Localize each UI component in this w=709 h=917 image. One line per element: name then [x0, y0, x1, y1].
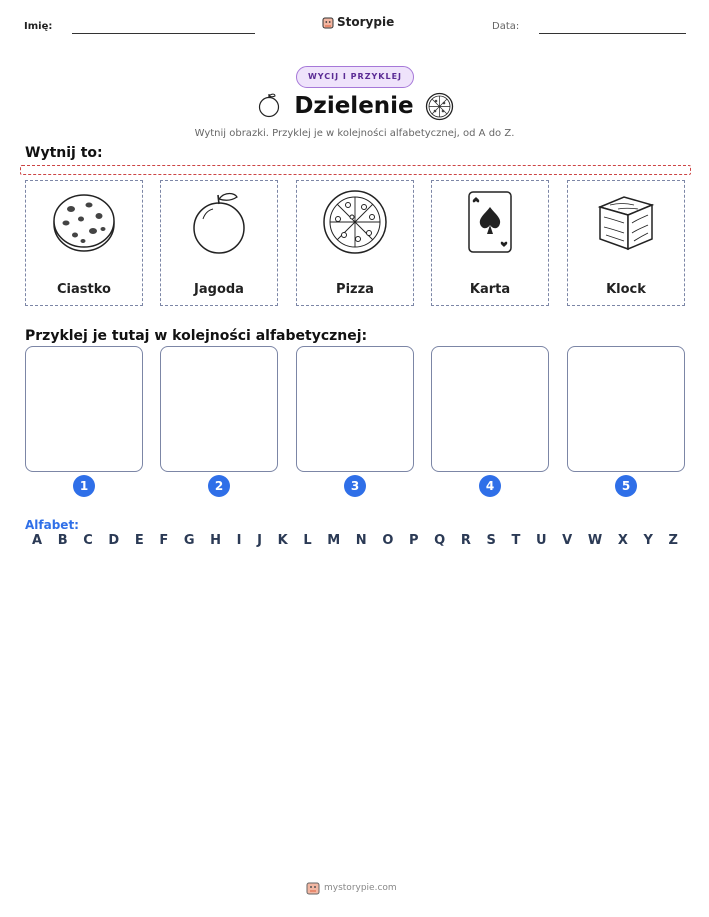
alphabet-letter: I — [236, 533, 242, 548]
alphabet-letter: D — [108, 533, 120, 548]
alphabet-letter: M — [327, 533, 341, 548]
alphabet-letter: L — [303, 533, 312, 548]
page-title: Dzielenie — [294, 93, 414, 119]
activity-badge: WYCIJ I PRZYKLEJ — [296, 66, 414, 88]
paste-slot-3[interactable] — [296, 346, 414, 472]
alphabet-letter: E — [134, 533, 144, 548]
alphabet-letter: R — [460, 533, 471, 548]
date-label: Data: — [492, 21, 520, 32]
alphabet-letter: H — [210, 533, 222, 548]
name-label: Imię: — [24, 21, 53, 32]
alphabet-letter: C — [83, 533, 93, 548]
alphabet-letter: J — [257, 533, 262, 548]
alphabet-letter: A — [32, 533, 43, 548]
alphabet-label: Alfabet: — [25, 518, 79, 532]
card-label: Karta — [469, 282, 511, 297]
alphabet-letter: O — [382, 533, 394, 548]
alphabet-row — [32, 533, 678, 548]
card-jagoda[interactable] — [160, 180, 278, 306]
slot-number-3: 3 — [344, 475, 366, 497]
paste-heading: Przyklej je tutaj w kolejności alfabetycznej: — [25, 328, 368, 344]
card-label: Ciastko — [57, 282, 111, 297]
playing-card-icon — [465, 189, 515, 255]
brand — [322, 15, 394, 29]
paste-slot-4[interactable] — [431, 346, 549, 472]
slot-number-4: 4 — [479, 475, 501, 497]
alphabet-letter: Y — [643, 533, 653, 548]
alphabet-letter: Z — [668, 533, 678, 548]
cookie-icon — [51, 189, 117, 255]
paste-slot-1[interactable] — [25, 346, 143, 472]
paste-slot-5[interactable] — [567, 346, 685, 472]
card-pizza[interactable] — [296, 180, 414, 306]
card-klock[interactable] — [567, 180, 685, 306]
alphabet-letter: W — [587, 533, 603, 548]
alphabet-letter: U — [535, 533, 547, 548]
brand-name: Storypie — [337, 15, 395, 29]
slot-number-1: 1 — [73, 475, 95, 497]
card-label: Pizza — [336, 282, 374, 297]
card-karta[interactable] — [431, 180, 549, 306]
slot-number-2: 2 — [208, 475, 230, 497]
instructions: Wytnij obrazki. Przyklej je w kolejności alfabetycznej, od A do Z. — [194, 128, 515, 139]
alphabet-letter: S — [486, 533, 496, 548]
card-label: Jagoda — [194, 282, 244, 297]
cut-line — [20, 165, 691, 175]
pizza-title-icon — [425, 92, 454, 121]
footer — [306, 880, 397, 895]
alphabet-letter: K — [277, 533, 288, 548]
date-line[interactable] — [539, 33, 686, 34]
alphabet-letter: V — [562, 533, 573, 548]
paste-slot-2[interactable] — [160, 346, 278, 472]
cut-heading: Wytnij to: — [25, 145, 103, 161]
alphabet-letter: G — [183, 533, 195, 548]
alphabet-letter: T — [511, 533, 521, 548]
card-label: Klock — [606, 282, 646, 297]
alphabet-letter: F — [159, 533, 169, 548]
name-line[interactable] — [72, 33, 255, 34]
footer-url[interactable]: mystorypie.com — [324, 882, 397, 893]
alphabet-letter: P — [409, 533, 419, 548]
storypie-logo-icon — [322, 16, 334, 29]
alphabet-letter: X — [617, 533, 628, 548]
storypie-logo-icon — [306, 880, 320, 895]
berry-icon — [189, 189, 249, 255]
alphabet-letter: Q — [434, 533, 446, 548]
wooden-block-icon — [594, 189, 658, 255]
berry-title-icon — [256, 92, 282, 118]
slot-number-5: 5 — [615, 475, 637, 497]
pizza-icon — [322, 189, 388, 255]
alphabet-letter: B — [57, 533, 68, 548]
alphabet-letter: N — [355, 533, 367, 548]
card-ciastko[interactable] — [25, 180, 143, 306]
